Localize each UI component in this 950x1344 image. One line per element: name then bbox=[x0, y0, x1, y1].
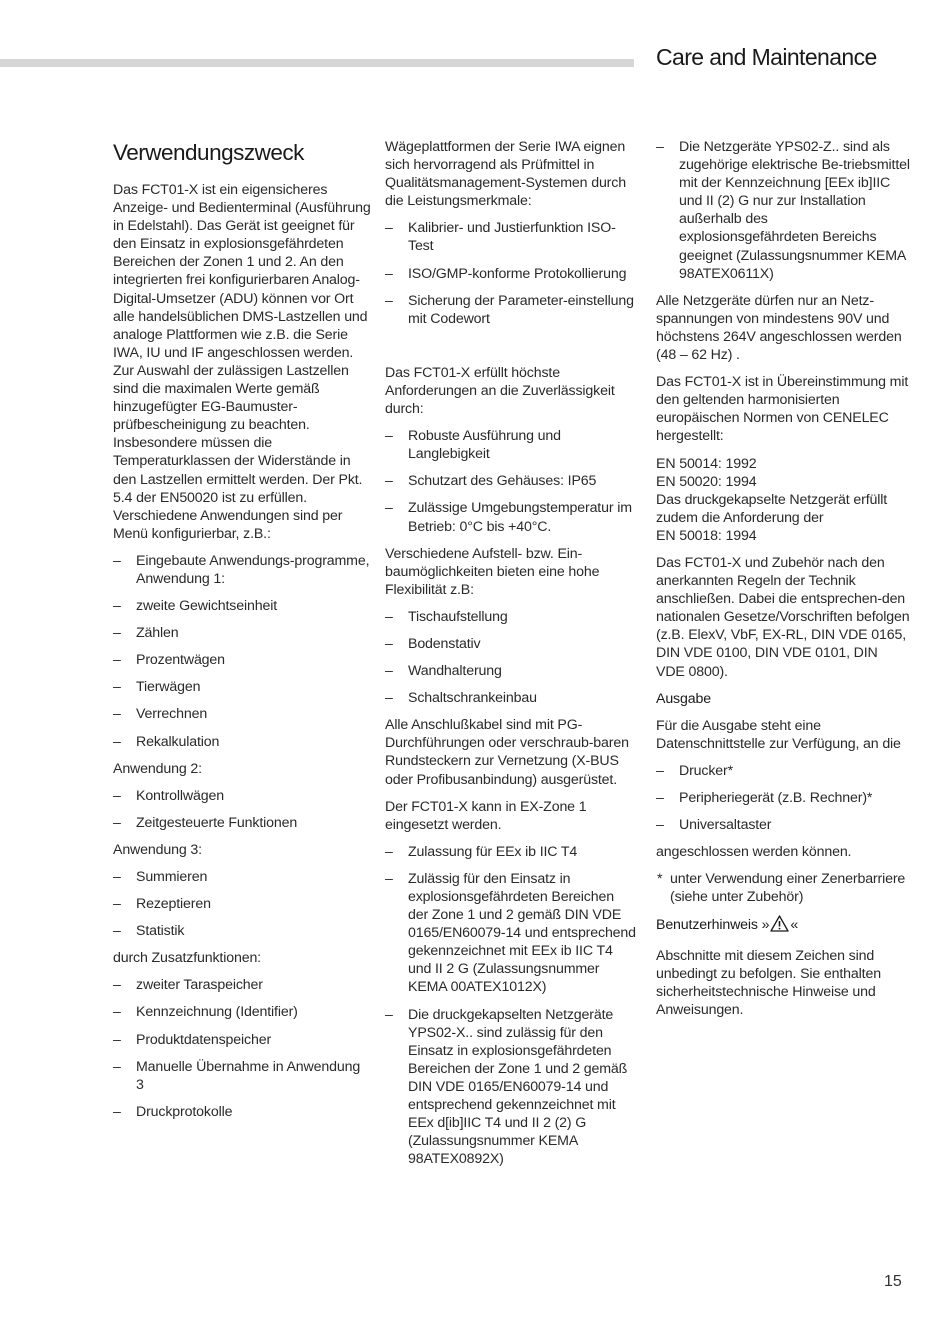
warning-triangle-icon bbox=[770, 915, 789, 937]
column-3 bbox=[656, 138, 910, 1028]
connect-paragraph: Das FCT01-X und Zubehör nach den anerkannten Regeln der Technik anschließen. Dabei die entsprechen-den nationalen Gesetze/Vorschriften befolgen (z.B. ElexV, VbF, EX-RL, DIN VDE 0165, DIN VDE 0100, DIN VDE 0101, DIN VDE 0800). bbox=[656, 554, 910, 680]
list-item: – Verrechnen bbox=[113, 705, 371, 723]
spacer bbox=[385, 337, 637, 364]
list-item: – Sicherung der Parameter-einstellung mit Codewort bbox=[385, 292, 637, 328]
list-item: – Kalibrier- und Justierfunktion ISO-Test bbox=[385, 219, 637, 255]
output-intro: Für die Ausgabe steht eine Datenschnittstelle zur Verfügung, an die bbox=[656, 717, 901, 752]
reliability-intro: Das FCT01-X erfüllt höchste Anforderungen an die Zuverlässigkeit durch: bbox=[385, 364, 615, 418]
list-item: – Zählen bbox=[113, 624, 371, 642]
list-item: – Tierwägen bbox=[113, 678, 371, 696]
output-outro: angeschlossen werden können. bbox=[656, 844, 852, 861]
list-item: – Die druckgekapselten Netzgeräte YPS02-X.. sind zulässig für den Einsatz in explosionsgefährdeten Bereichen der Zone 1 und 2 gemäß DIN VDE 0165/EN60079-14 und entsprechend gekennzeichnet mit EEx d[ib]IIC T4 und II 2 (2) G (Zulassungsnummer KEMA 98ATEX0892X) bbox=[385, 1006, 637, 1169]
mains-paragraph: Alle Netzgeräte dürfen nur an Netz-spannungen von mindestens 90V und höchstens 264V angeschlossen werden (48 – 62 Hz) . bbox=[656, 292, 902, 364]
intro-paragraph: Das FCT01-X ist ein eigensicheres Anzeige- und Bedienterminal (Ausführung in Edelstahl). Das Gerät ist geeignet für den Einsatz in explosionsgefährdeten Bereichen der Zonen 1 und 2. An den integrierten frei konfigurierbaren Analog-Digital-Umsetzer (ADU) können vor Ort alle handelsüblichen DMS-Lastzellen und analoge Plattformen wie z.B. die Serie IWA, IU und IF angeschlossen werden. Zur Auswahl der zulässigen Lastzellen sind die maximalen Werte gemäß hinzugefügter EG-Baumuster-prüfbescheinigung zu beachten. Insbesondere müssen die Temperaturklassen der Widerstände in den Lastzellen ermittelt werden. Der Pkt. 5.4 der EN50020 ist zu erfüllen. Verschiedene Anwendungen sind per Menü konfigurierbar, z.B.: bbox=[113, 182, 371, 542]
hint-close-quote: « bbox=[790, 917, 799, 934]
list-item: – Tischaufstellung bbox=[385, 608, 637, 626]
list-item: – Peripheriegerät (z.B. Rechner)* bbox=[656, 789, 910, 807]
cables-paragraph: Alle Anschlußkabel sind mit PG-Durchführungen oder verschraub-baren Rundsteckern zur Vernetzung (X-BUS oder Profibusanbindung) ausgerüstet. bbox=[385, 717, 629, 788]
extra-label: durch Zusatzfunktionen: bbox=[113, 950, 261, 967]
list-item: – Eingebaute Anwendungs-programme, Anwendung 1: bbox=[113, 552, 371, 588]
norms-block bbox=[656, 455, 910, 545]
header-rule bbox=[0, 59, 634, 67]
cenelec-paragraph: Das FCT01-X ist in Übereinstimmung mit den geltenden harmonisierten europäischen Normen von CENELEC hergestellt: bbox=[656, 374, 909, 445]
list-item: – Produktdatenspeicher bbox=[113, 1031, 371, 1049]
norm-note: Das druckgekapselte Netzgerät erfüllt zudem die Anforderung der bbox=[656, 491, 888, 526]
hint-heading-label: Benutzerhinweis bbox=[656, 917, 758, 934]
norm-line: EN 50020: 1994 bbox=[656, 473, 757, 490]
list-item: – Zulässige Umgebungstemperatur im Betrieb: 0°C bis +40°C. bbox=[385, 499, 637, 535]
list-item: – Robuste Ausführung und Langlebigkeit bbox=[385, 427, 637, 463]
list-item: – Universaltaster bbox=[656, 816, 910, 834]
list-item: – Zulässig für den Einsatz in explosionsgefährdeten Bereichen der Zone 1 und 2 gemäß DIN VDE 0165/EN60079-14 und entsprechend gekennzeichnet mit EEx ib IIC T4 und II 2 G (Zulassungsnummer KEMA 00ATEX1012X) bbox=[385, 870, 637, 997]
list-item: – Drucker* bbox=[656, 762, 910, 780]
page-number: 15 bbox=[884, 1273, 902, 1290]
list-item: – Kontrollwägen bbox=[113, 787, 371, 805]
list-item: – ISO/GMP-konforme Protokollierung bbox=[385, 265, 637, 283]
list-item: – Manuelle Übernahme in Anwendung 3 bbox=[113, 1058, 371, 1094]
list-item: – Statistik bbox=[113, 922, 371, 940]
list-item: – Druckprotokolle bbox=[113, 1103, 371, 1121]
app2-label: Anwendung 2: bbox=[113, 760, 202, 777]
list-item: – Rekalkulation bbox=[113, 733, 371, 751]
list-item: – Prozentwägen bbox=[113, 651, 371, 669]
section-title: Care and Maintenance bbox=[656, 44, 877, 70]
column-2 bbox=[385, 138, 637, 1177]
list-item: – Zeitgesteuerte Funktionen bbox=[113, 814, 371, 832]
list-item: – Bodenstativ bbox=[385, 635, 637, 653]
output-heading: Ausgabe bbox=[656, 690, 711, 707]
setup-intro: Verschiedene Aufstell- bzw. Ein-baumöglichkeiten bieten eine hohe Flexibilität z.B: bbox=[385, 545, 600, 598]
list-item: – Summieren bbox=[113, 868, 371, 886]
list-item: – Schaltschrankeinbau bbox=[385, 689, 637, 707]
norm-line: EN 50018: 1994 bbox=[656, 527, 757, 544]
hint-heading bbox=[656, 915, 910, 937]
list-item: – zweiter Taraspeicher bbox=[113, 976, 371, 994]
list-item: – Zulassung für EEx ib IIC T4 bbox=[385, 843, 637, 861]
norm-line: EN 50014: 1992 bbox=[656, 455, 757, 472]
hint-open-quote: » bbox=[761, 917, 770, 934]
footnote: * unter Verwendung einer Zenerbarriere (siehe unter Zubehör) bbox=[656, 870, 910, 906]
app3-label: Anwendung 3: bbox=[113, 841, 202, 858]
list-item: – Rezeptieren bbox=[113, 895, 371, 913]
list-item: – Kennzeichnung (Identifier) bbox=[113, 1003, 371, 1021]
iwa-intro: Wägeplattformen der Serie IWA eignen sich hervorragend als Prüfmittel in Qualitätsmanagement-Systemen durch die Leistungsmerkmale: bbox=[385, 139, 626, 210]
hint-text: Abschnitte mit diesem Zeichen sind unbedingt zu befolgen. Sie enthalten sicherheitstechnische Hinweise und Anweisungen. bbox=[656, 947, 881, 1018]
list-item: – Die Netzgeräte YPS02-Z.. sind als zugehörige elektrische Be-triebsmittel mit der Kennzeichnung [EEx ib]IIC und II (2) G nur zur Installation außerhalb des explosionsgefährdeten Bereichs geeignet (Zulassungsnummer KEMA 98ATEX0611X) bbox=[656, 138, 910, 283]
page-heading: Verwendungszweck bbox=[113, 140, 304, 165]
list-item: – Schutzart des Gehäuses: IP65 bbox=[385, 472, 637, 490]
column-1 bbox=[113, 181, 371, 1130]
list-item: – zweite Gewichtseinheit bbox=[113, 597, 371, 615]
zone-paragraph: Der FCT01-X kann in EX-Zone 1 eingesetzt werden. bbox=[385, 798, 587, 833]
list-item: – Wandhalterung bbox=[385, 662, 637, 680]
